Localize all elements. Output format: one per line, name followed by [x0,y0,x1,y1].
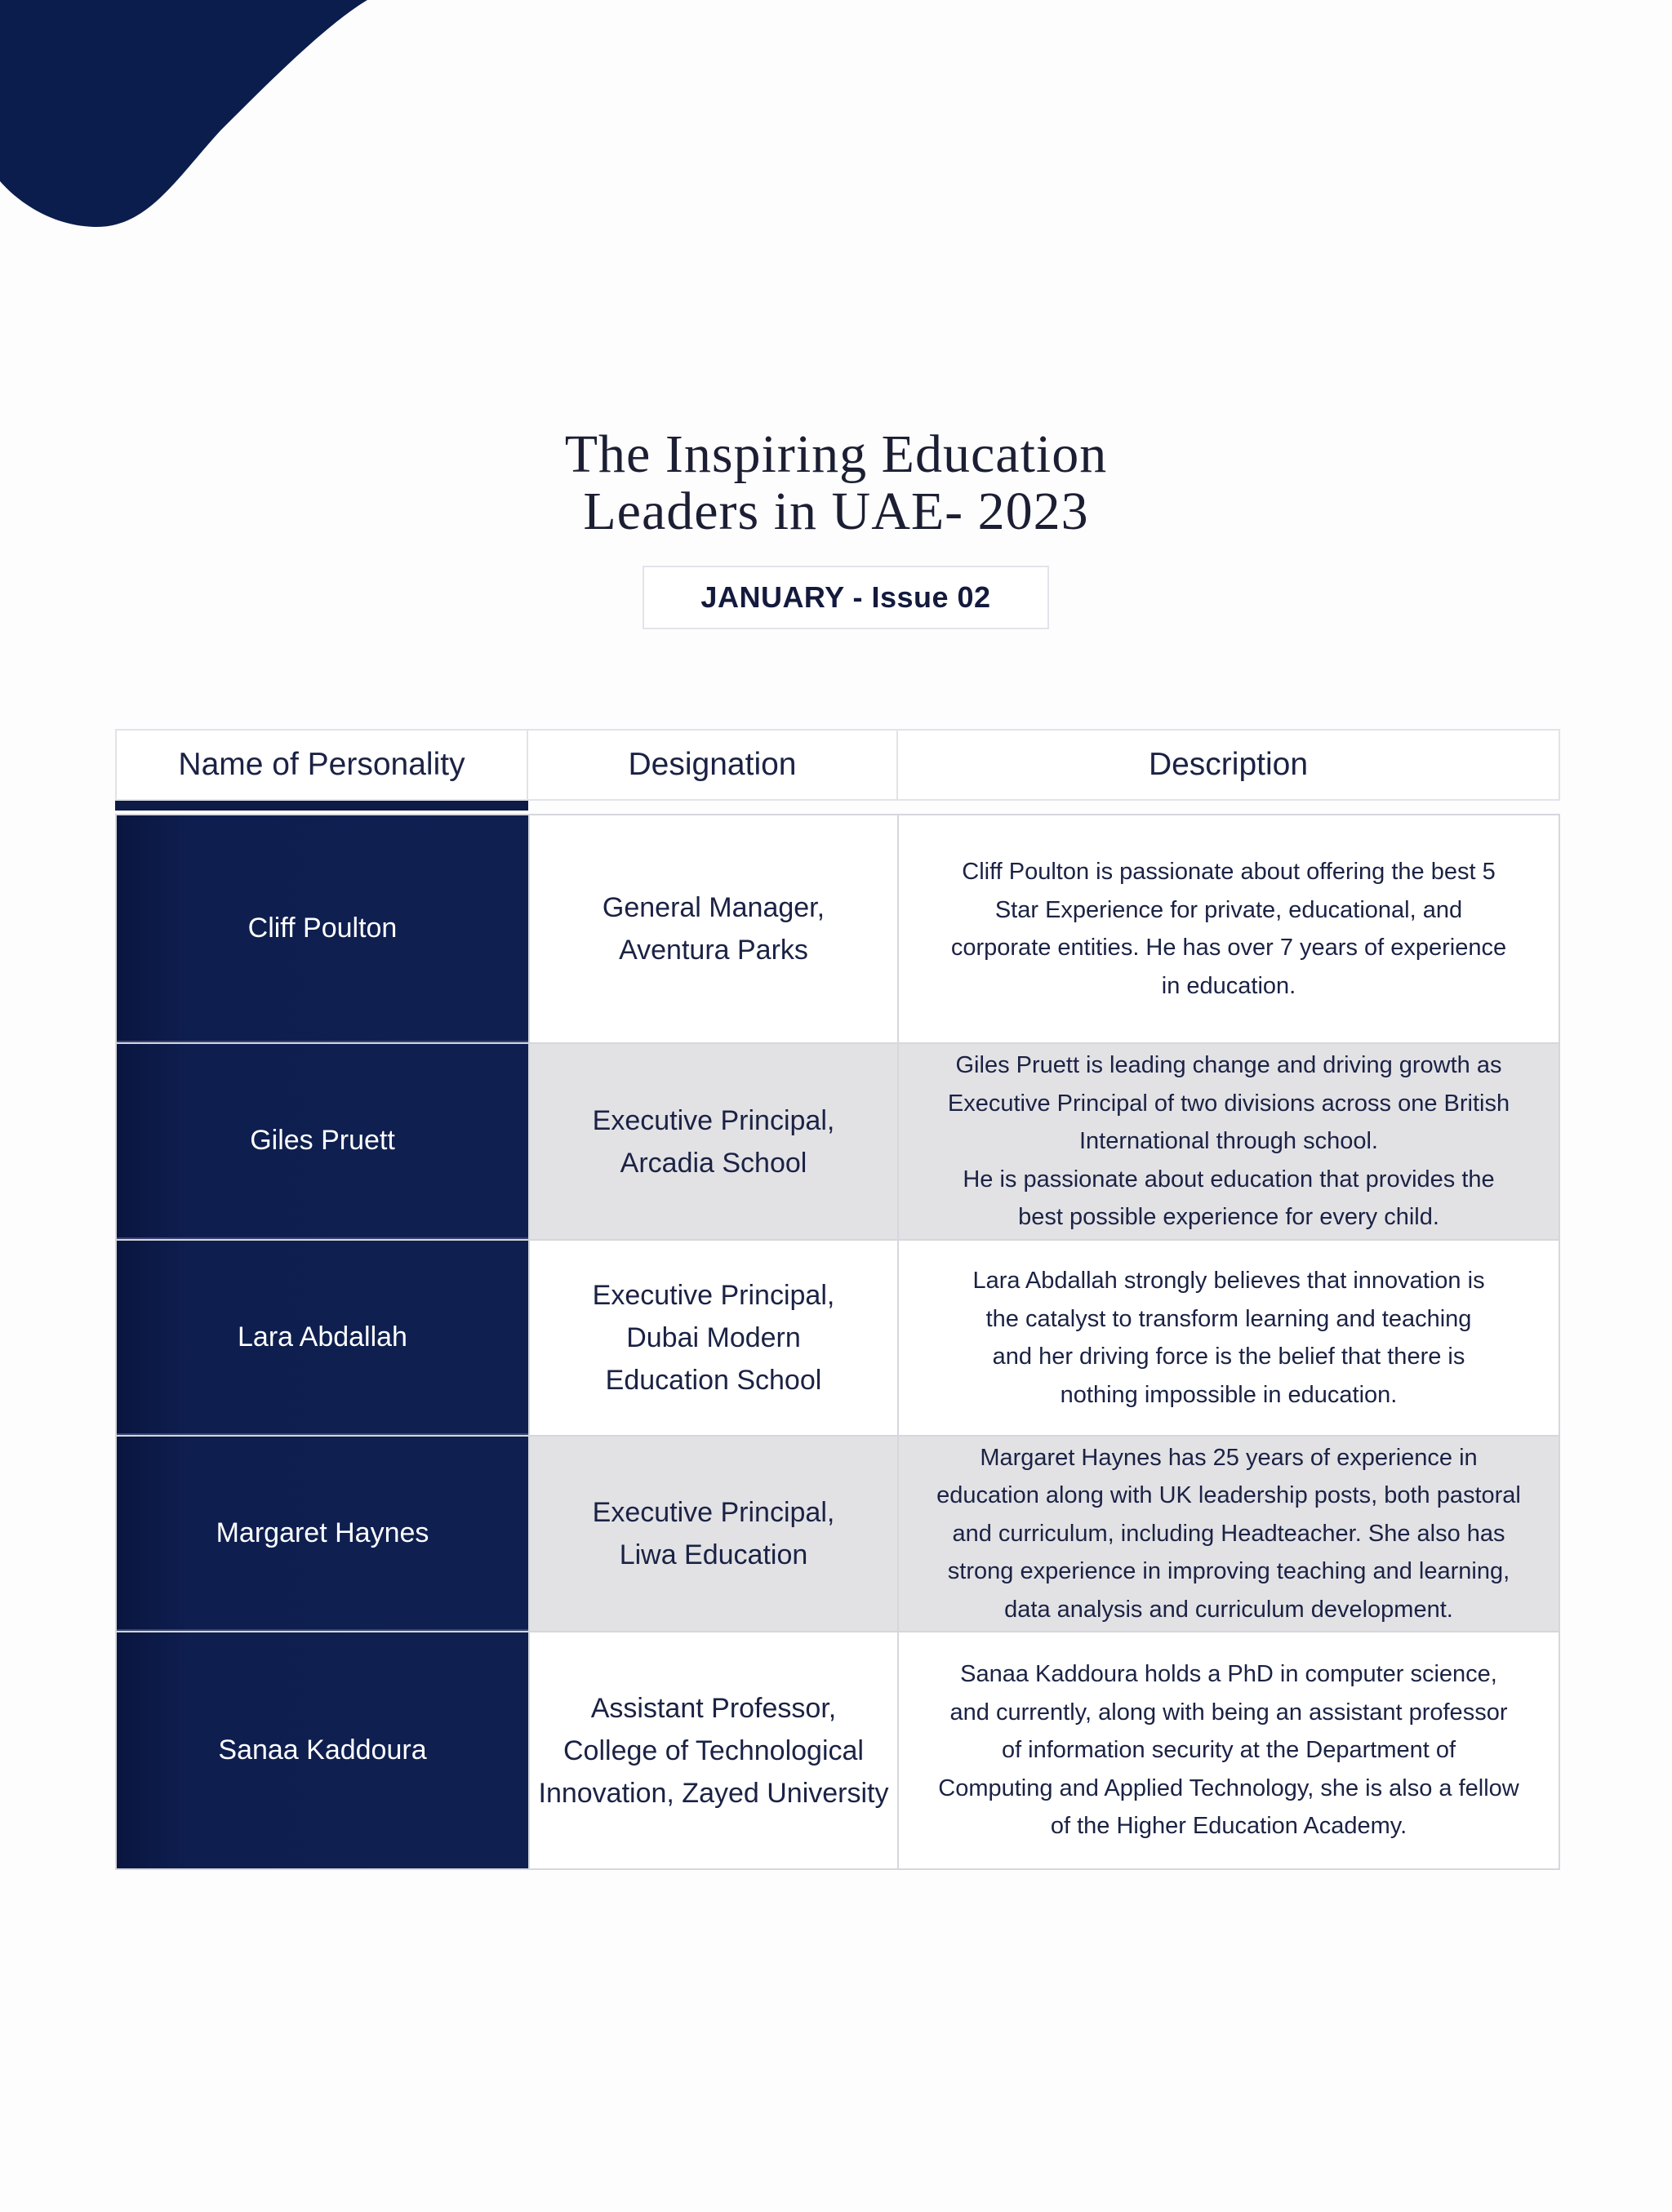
cell-description [899,1437,1559,1631]
cell-designation [528,1437,899,1631]
cell-name [117,1437,528,1631]
cell-designation [528,1241,899,1435]
cell-description [899,1241,1559,1435]
leaders-table [115,814,1560,1870]
cell-designation [528,815,899,1042]
table-row [117,1241,1559,1437]
cell-name [117,1632,528,1868]
cell-description [899,1632,1559,1868]
description-text: Margaret Haynes has 25 years of experience in education along with UK leadership posts, both pastoral and curriculum, including Headteacher. She also has strong experience in improving teaching and learning, data analysis and curriculum development. [936,1444,1521,1623]
page-title-line-2: Leaders in UAE- 2023 [583,482,1089,541]
cell-description [899,815,1559,1042]
cell-designation [528,1044,899,1239]
table-row [117,1632,1559,1868]
page-title-line-1: The Inspiring Education [564,424,1108,484]
issue-label [643,566,1049,629]
header-name-label: Name of Personality [178,747,465,782]
table-row [117,1044,1559,1241]
designation-text: Executive Principal, Arcadia School [592,1104,835,1179]
cell-designation [528,1632,899,1868]
cell-name [117,1044,528,1239]
designation-text: Executive Principal, Liwa Education [592,1497,835,1570]
description-text: Lara Abdallah strongly believes that innovation is the catalyst to transform learning and teaching and her driving force is the belief that there is nothing impossible in education. [972,1268,1485,1408]
name-text: Cliff Poulton [247,912,398,944]
description-text: Sanaa Kaddoura holds a PhD in computer science, and currently, along with being an assistant professor of information security at the Department of Computing and Applied Technology, she is also a fellow of the Higher Education Academy. [938,1661,1519,1840]
designation-text: General Manager, Aventura Parks [602,892,825,966]
header-name-of-personality [115,729,528,801]
header-description [896,729,1560,801]
cell-description [899,1044,1559,1239]
corner-wave-decoration [0,0,376,237]
table-row [117,815,1559,1044]
header-accent-bar [115,801,528,811]
table-row [117,1437,1559,1632]
description-text: Cliff Poulton is passionate about offering the best 5 Star Experience for private, educational, and corporate entities. He has over 7 years of experience in education. [950,859,1507,999]
cell-name [117,1241,528,1435]
name-text: Lara Abdallah [238,1321,407,1353]
designation-text: Executive Principal, Dubai Modern Education School [592,1280,835,1396]
header-description-label: Description [1148,747,1309,782]
header-designation-label: Designation [628,747,797,782]
name-text: Giles Pruett [250,1125,395,1156]
header-designation [527,729,898,801]
name-text: Margaret Haynes [216,1517,429,1548]
issue-text: JANUARY - Issue 02 [700,580,991,614]
cell-name [117,815,528,1042]
name-text: Sanaa Kaddoura [218,1735,427,1766]
designation-text: Assistant Professor, College of Technological Innovation, Zayed University [538,1692,889,1809]
description-text: Giles Pruett is leading change and driving growth as Executive Principal of two divisions across one British International through school. He is passionate about education that provides the best possible experience for every child. [947,1052,1510,1231]
